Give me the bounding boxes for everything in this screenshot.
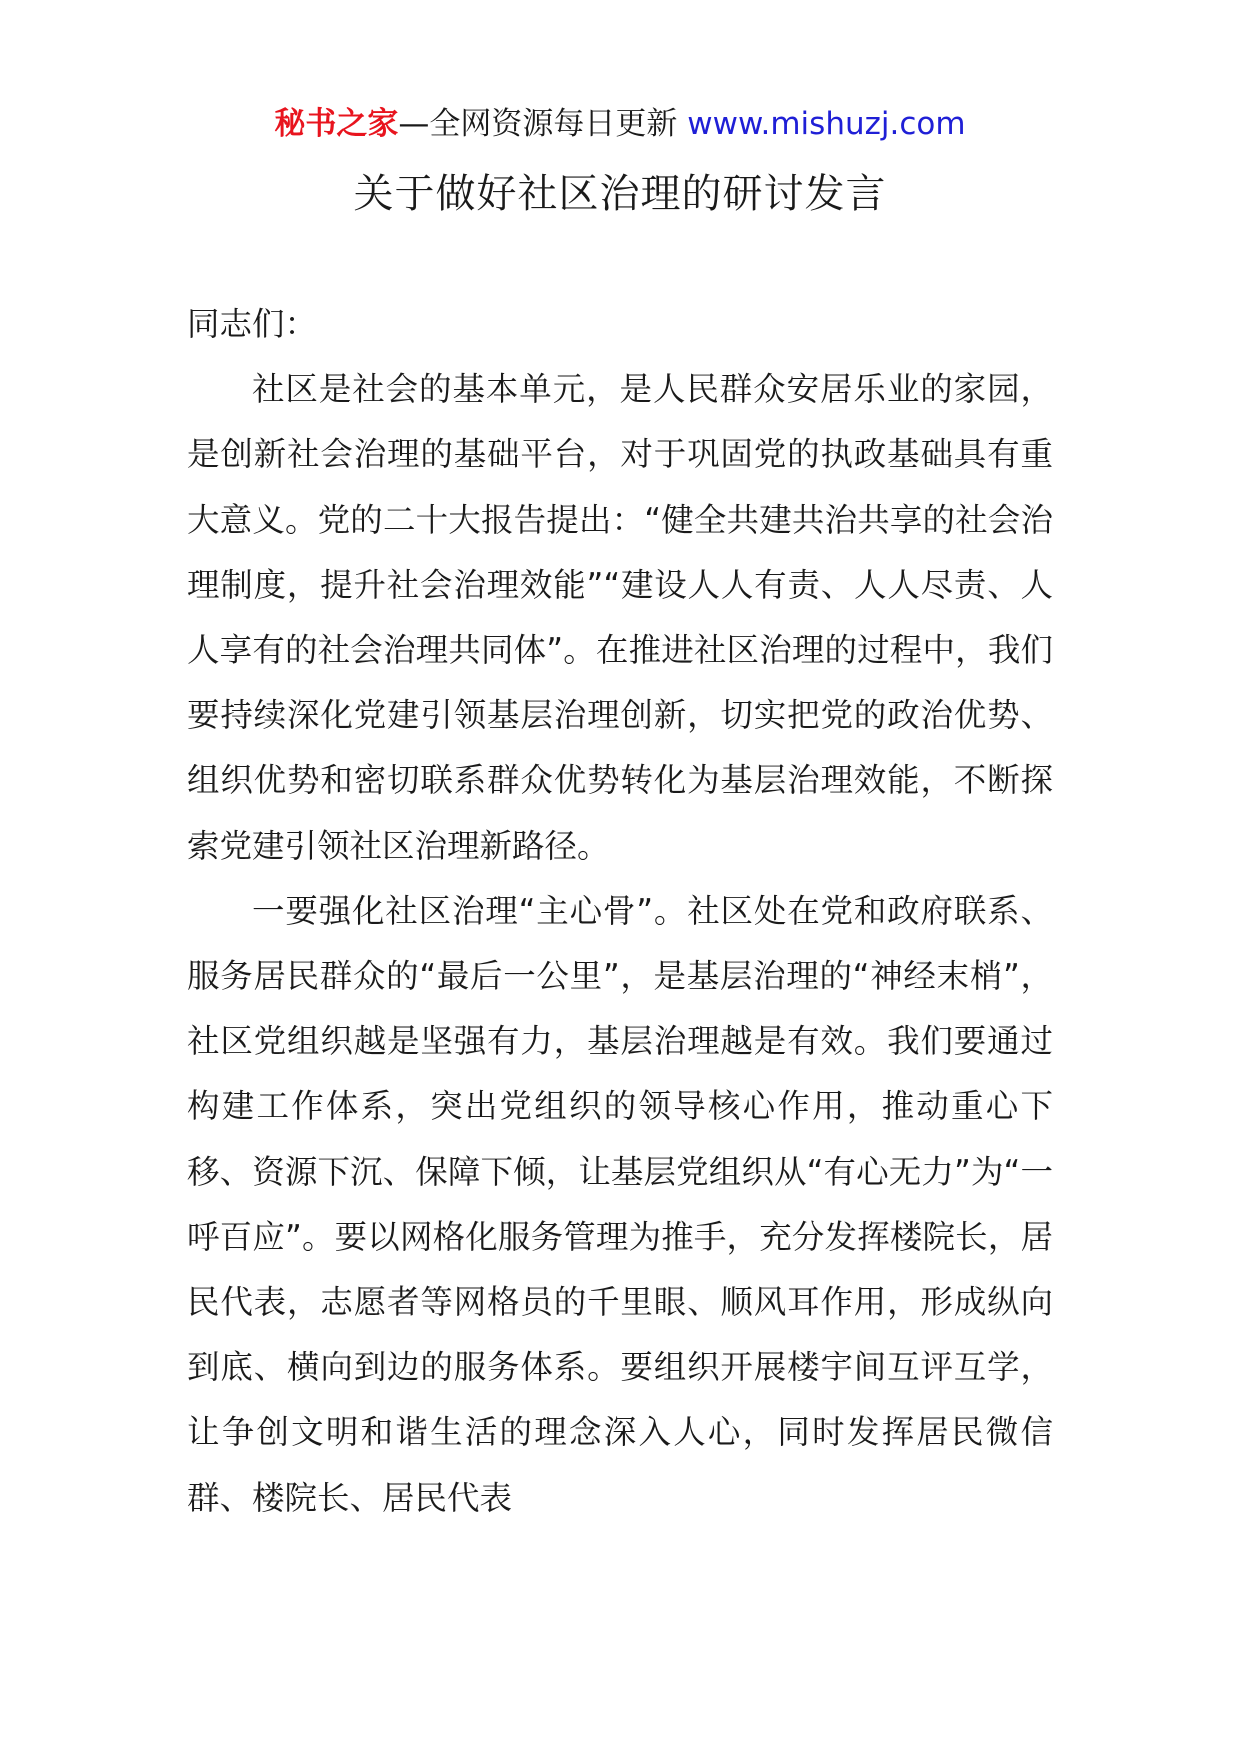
document-body: [187, 292, 1053, 1531]
body-paragraph-2: 一要强化社区治理“主心骨”。社区处在党和政府联系、服务居民群众的“最后一公里”，是基层治理的“神经末梢”，社区党组织越是坚强有力，基层治理越是有效。我们要通过构建工作体系，突出党组织的领导核心作用，推动重心下移、资源下沉、保障下倾，让基层党组织从“有心无力”为“一呼百应”。要以网格化服务管理为推手，充分发挥楼院长，居民代表，志愿者等网格员的千里眼、顺风耳作用，形成纵向到底、横向到边的服务体系。要组织开展楼宇间互评互学，让争创文明和谐生活的理念深入人心，同时发挥居民微信群、楼院长、居民代表: [187, 891, 1053, 1517]
site-header-banner: [0, 102, 1240, 146]
site-url-link[interactable]: www.mishuzj.com: [687, 106, 966, 142]
brand-name: 秘书之家: [274, 106, 399, 142]
document-title: 关于做好社区治理的研讨发言: [353, 171, 887, 217]
header-slogan: —全网资源每日更新: [398, 106, 688, 142]
salutation: 同志们：: [187, 305, 318, 343]
body-paragraph-1: 社区是社会的基本单元，是人民群众安居乐业的家园，是创新社会治理的基础平台，对于巩固党的执政基础具有重大意义。党的二十大报告提出：“健全共建共治共享的社会治理制度，提升社会治理效能”“建设人人有责、人人尽责、人人享有的社会治理共同体”。在推进社区治理的过程中，我们要持续深化党建引领基层治理创新，切实把党的政治优势、组织优势和密切联系群众优势转化为基层治理效能，不断探索党建引领社区治理新路径。: [187, 370, 1053, 865]
